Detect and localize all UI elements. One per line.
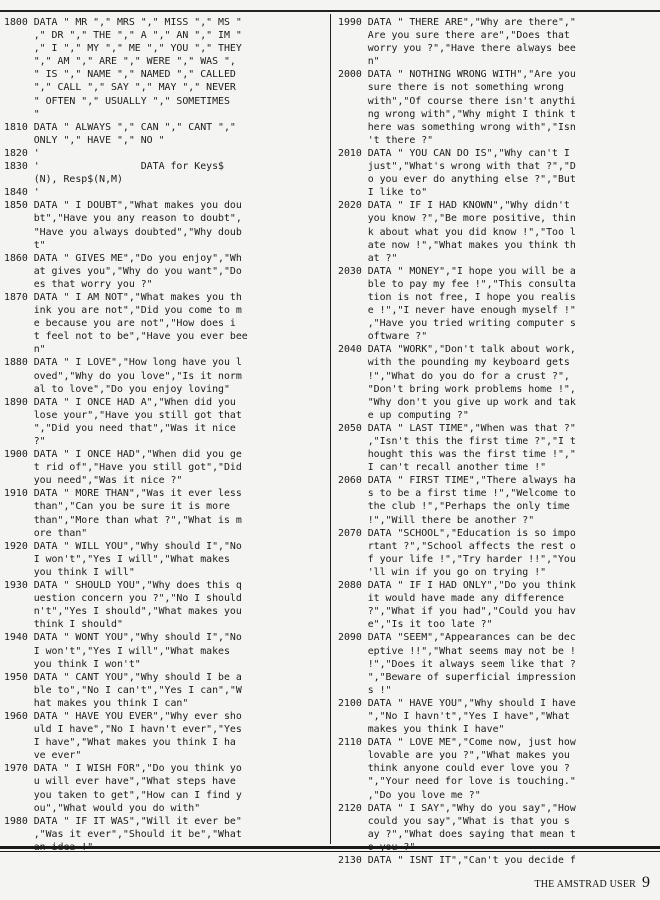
code-line: with","Of course there isn't anythi bbox=[338, 95, 576, 107]
bottom-rule bbox=[0, 846, 660, 849]
code-entry bbox=[338, 527, 656, 579]
code-line: ng wrong with","Why might I think t bbox=[338, 108, 576, 120]
code-line: e","Is it too late ?" bbox=[338, 619, 493, 631]
code-line: ," I "," MY "," ME "," YOU "," THEY bbox=[4, 43, 242, 55]
code-line: 1890 DATA " I ONCE HAD A","When did you bbox=[4, 396, 236, 408]
code-line: think I should" bbox=[4, 619, 123, 631]
code-line: I won't","Yes I will","What makes bbox=[4, 553, 230, 565]
code-line: 2030 DATA " MONEY","I hope you will be a bbox=[338, 265, 576, 277]
code-entry bbox=[338, 343, 656, 422]
code-line: ","Did you need that","Was it nice bbox=[4, 422, 236, 434]
code-line: 1860 DATA " GIVES ME","Do you enjoy","Wh bbox=[4, 252, 242, 264]
listing-column-right bbox=[338, 16, 656, 866]
code-line: ","Your need for love is touching." bbox=[338, 776, 576, 788]
code-line: 1930 DATA " SHOULD YOU","Why does this q bbox=[4, 580, 242, 592]
code-line: "," AM "," ARE "," WERE "," WAS ", bbox=[4, 56, 236, 68]
code-entry bbox=[4, 186, 326, 199]
code-line: f your life !","Try harder !!","You bbox=[338, 553, 576, 565]
code-line: lovable are you ?","What makes you bbox=[338, 750, 570, 762]
code-line: 2110 DATA " LOVE ME","Come now, just how bbox=[338, 737, 576, 749]
code-line: here was something wrong with","Isn bbox=[338, 121, 576, 133]
code-entry bbox=[338, 147, 656, 199]
code-line: you taken to get","How can I find y bbox=[4, 789, 242, 801]
code-line: 1940 DATA " WONT YOU","Why should I","No bbox=[4, 632, 242, 644]
code-entry bbox=[338, 16, 656, 68]
code-entry bbox=[338, 422, 656, 474]
code-line: Are you sure there are","Does that bbox=[338, 30, 570, 42]
code-line: uld I have","No I havn't ever","Yes bbox=[4, 724, 242, 736]
code-line: you know ?","Be more positive, thin bbox=[338, 213, 576, 225]
code-line: hought this was the first time !"," bbox=[338, 449, 576, 461]
code-line: 1800 DATA " MR "," MRS "," MISS "," MS " bbox=[4, 17, 242, 28]
code-entry bbox=[4, 252, 326, 291]
code-line: 1990 DATA " THERE ARE","Why are there"," bbox=[338, 17, 576, 28]
code-line: es that worry you ?" bbox=[4, 278, 153, 290]
code-entry bbox=[4, 631, 326, 670]
code-line: rtant ?","School affects the rest o bbox=[338, 540, 576, 552]
code-line: ink you are not","Did you come to m bbox=[4, 305, 242, 317]
code-line: !","Will there be another ?" bbox=[338, 514, 535, 526]
code-line: 't there ?" bbox=[338, 134, 434, 146]
code-line: s to be a first time !","Welcome to bbox=[338, 488, 576, 500]
code-line: 1910 DATA " MORE THAN","Was it ever less bbox=[4, 488, 242, 500]
code-line: 2060 DATA " FIRST TIME","There always ha bbox=[338, 475, 576, 487]
code-entry bbox=[338, 68, 656, 147]
code-line: s !" bbox=[338, 684, 392, 696]
code-entry bbox=[338, 697, 656, 736]
code-line: "Have you always doubted","Why doub bbox=[4, 226, 242, 238]
code-line: sure there is not something wrong bbox=[338, 82, 564, 94]
code-line: 1900 DATA " I ONCE HAD","When did you ge bbox=[4, 449, 242, 461]
code-line: 1820 ' bbox=[4, 147, 40, 159]
code-line: it would have made any difference bbox=[338, 593, 564, 605]
code-line: hat makes you think I can" bbox=[4, 697, 189, 709]
code-line: with the pounding my keyboard gets bbox=[338, 357, 570, 369]
code-line: than","More than what ?","What is m bbox=[4, 514, 242, 526]
code-entry bbox=[4, 540, 326, 579]
code-line: bt","Have you any reason to doubt", bbox=[4, 213, 242, 225]
code-line: e !","I never have enough myself !" bbox=[338, 305, 576, 317]
code-line: "Don't bring work problems home !", bbox=[338, 383, 576, 395]
code-line: 1980 DATA " IF IT WAS","Will it ever be" bbox=[4, 815, 242, 827]
code-line: 1970 DATA " I WISH FOR","Do you think yo bbox=[4, 763, 242, 775]
code-line: ,"Have you tried writing computer s bbox=[338, 318, 576, 330]
top-rule bbox=[0, 10, 660, 12]
code-entry bbox=[4, 710, 326, 762]
code-line: t feel not to be","Have you ever bee bbox=[4, 331, 248, 343]
code-entry bbox=[338, 854, 656, 867]
code-line: ","Beware of superficial impression bbox=[338, 671, 576, 683]
code-line: 2130 DATA " ISNT IT","Can't you decide f bbox=[338, 855, 576, 866]
code-line: oved","Why do you love","Is it norm bbox=[4, 370, 242, 382]
code-line: I won't","Yes I will","What makes bbox=[4, 645, 230, 657]
code-line: 1920 DATA " WILL YOU","Why should I","No bbox=[4, 540, 242, 552]
code-line: n" bbox=[4, 344, 46, 356]
code-line: 'll win if you go on trying !" bbox=[338, 566, 547, 578]
code-entry bbox=[4, 487, 326, 539]
code-line: worry you ?","Have there always bee bbox=[338, 43, 576, 55]
code-line: 1880 DATA " I LOVE","How long have you l bbox=[4, 357, 242, 369]
code-entry bbox=[4, 396, 326, 448]
code-line: ","No I havn't","Yes I have","What bbox=[338, 710, 570, 722]
code-line: ,"Isn't this the first time ?","I t bbox=[338, 436, 576, 447]
code-line: than","Can you be sure it is more bbox=[4, 501, 230, 513]
code-line: ay ?","What does saying that mean t bbox=[338, 828, 576, 840]
code-line: n" bbox=[338, 56, 380, 68]
code-line: ate now !","What makes you think th bbox=[338, 239, 576, 251]
code-line: eptive !!","What seems may not be ! bbox=[338, 645, 576, 657]
code-line: u will ever have","What steps have bbox=[4, 776, 236, 788]
code-line: you think I won't" bbox=[4, 658, 141, 670]
code-line: 2050 DATA " LAST TIME","When was that ?" bbox=[338, 422, 576, 434]
code-line: makes you think I have" bbox=[338, 724, 505, 736]
code-line: at gives you","Why do you want","Do bbox=[4, 265, 242, 277]
code-line: k about what you did know !","Too l bbox=[338, 226, 576, 238]
code-line: I like to" bbox=[338, 187, 428, 199]
code-line: 1950 DATA " CANT YOU","Why should I be a bbox=[4, 671, 242, 683]
code-line: e because you are not","How does i bbox=[4, 318, 236, 330]
code-line: ble to","No I can't","Yes I can","W bbox=[4, 684, 242, 696]
code-line: you think I will" bbox=[4, 566, 135, 578]
bottom-rule-thin bbox=[0, 851, 660, 852]
code-line: t rid of","Have you still got","Did bbox=[4, 462, 242, 474]
code-line: ?","What if you had","Could you hav bbox=[338, 606, 576, 618]
code-line: " OFTEN "," USUALLY "," SOMETIMES bbox=[4, 95, 230, 107]
code-entry bbox=[4, 199, 326, 251]
code-line: (N), Resp$(N,M) bbox=[4, 174, 123, 186]
magazine-title: THE AMSTRAD USER bbox=[534, 879, 636, 890]
code-line: oftware ?" bbox=[338, 331, 428, 343]
code-line: I have","What makes you think I ha bbox=[4, 737, 236, 749]
code-entry bbox=[4, 448, 326, 487]
code-entry bbox=[4, 16, 326, 121]
code-line: tion is not free, I hope you realis bbox=[338, 291, 576, 303]
code-line: " bbox=[4, 108, 40, 120]
code-entry bbox=[338, 631, 656, 696]
code-line: 2020 DATA " IF I HAD KNOWN","Why didn't bbox=[338, 200, 570, 212]
code-line: 1870 DATA " I AM NOT","What makes you th bbox=[4, 291, 242, 303]
code-line: just","What's wrong with that ?","D bbox=[338, 161, 576, 173]
code-line: you need","Was it nice ?" bbox=[4, 475, 183, 487]
code-line: 2120 DATA " I SAY","Why do you say","How bbox=[338, 802, 576, 814]
code-line: 2040 DATA "WORK","Don't talk about work, bbox=[338, 344, 576, 356]
code-line: !","Does it always seem like that ? bbox=[338, 658, 576, 670]
code-line: n't","Yes I should","What makes you bbox=[4, 606, 242, 618]
code-entry bbox=[4, 291, 326, 356]
code-line: ve ever" bbox=[4, 750, 82, 762]
code-entry bbox=[4, 762, 326, 814]
code-entry bbox=[4, 356, 326, 395]
page-number: 9 bbox=[642, 874, 650, 891]
code-line: ble to pay my fee !","This consulta bbox=[338, 278, 576, 290]
code-line: 2090 DATA "SEEM","Appearances can be dec bbox=[338, 632, 576, 644]
code-line: ONLY "," HAVE "," NO " bbox=[4, 134, 165, 146]
code-line: o you ever do anything else ?","But bbox=[338, 174, 576, 186]
code-line: at ?" bbox=[338, 252, 398, 264]
code-line: 1960 DATA " HAVE YOU EVER","Why ever sho bbox=[4, 710, 242, 722]
code-line: ," DR "," THE "," A "," AN "," IM " bbox=[4, 30, 242, 42]
column-divider bbox=[330, 14, 331, 844]
listing-column-left bbox=[4, 16, 326, 840]
code-entry bbox=[338, 736, 656, 801]
code-line: !","What do you do for a crust ?", bbox=[338, 370, 570, 382]
code-line: e up computing ?" bbox=[338, 409, 469, 421]
code-line: could you say","What is that you s bbox=[338, 815, 570, 827]
code-entry bbox=[4, 147, 326, 160]
code-entry bbox=[338, 579, 656, 631]
code-line: ,"Was it ever","Should it be","What bbox=[4, 828, 242, 840]
code-line: ore than" bbox=[4, 527, 88, 539]
code-line: 1810 DATA " ALWAYS "," CAN "," CANT "," bbox=[4, 121, 236, 133]
code-line: 2000 DATA " NOTHING WRONG WITH","Are you bbox=[338, 69, 576, 81]
code-line: think anyone could ever love you ? bbox=[338, 763, 570, 775]
code-line: "Why don't you give up work and tak bbox=[338, 396, 576, 408]
code-entry bbox=[338, 265, 656, 344]
code-line: ?" bbox=[4, 436, 46, 447]
code-entry bbox=[338, 199, 656, 264]
code-line: al to love","Do you enjoy loving" bbox=[4, 383, 230, 395]
page-footer bbox=[534, 874, 650, 892]
code-line: the club !","Perhaps the only time bbox=[338, 501, 570, 513]
code-line: lose your","Have you still got that bbox=[4, 409, 242, 421]
code-line: 2010 DATA " YOU CAN DO IS","Why can't I bbox=[338, 147, 570, 159]
code-line: uestion concern you ?","No I should bbox=[4, 593, 242, 605]
code-line: 2070 DATA "SCHOOL","Education is so impo bbox=[338, 527, 576, 539]
code-line: 1850 DATA " I DOUBT","What makes you dou bbox=[4, 200, 242, 212]
code-line: t" bbox=[4, 239, 46, 251]
code-line: "," CALL "," SAY "," MAY "," NEVER bbox=[4, 82, 236, 94]
code-line: 2080 DATA " IF I HAD ONLY","Do you think bbox=[338, 580, 576, 592]
code-line: ou","What would you do with" bbox=[4, 802, 201, 814]
code-entry bbox=[338, 474, 656, 526]
code-line: 1830 ' DATA for Keys$ bbox=[4, 161, 224, 173]
code-entry bbox=[4, 579, 326, 631]
code-line: I can't recall another time !" bbox=[338, 462, 547, 474]
code-entry bbox=[4, 671, 326, 710]
code-line: " IS "," NAME "," NAMED "," CALLED bbox=[4, 69, 236, 81]
code-line: 2100 DATA " HAVE YOU","Why should I have bbox=[338, 697, 576, 709]
code-line: ,"Do you love me ?" bbox=[338, 789, 481, 801]
code-entry bbox=[4, 160, 326, 186]
code-entry bbox=[4, 121, 326, 147]
code-line: 1840 ' bbox=[4, 187, 40, 199]
